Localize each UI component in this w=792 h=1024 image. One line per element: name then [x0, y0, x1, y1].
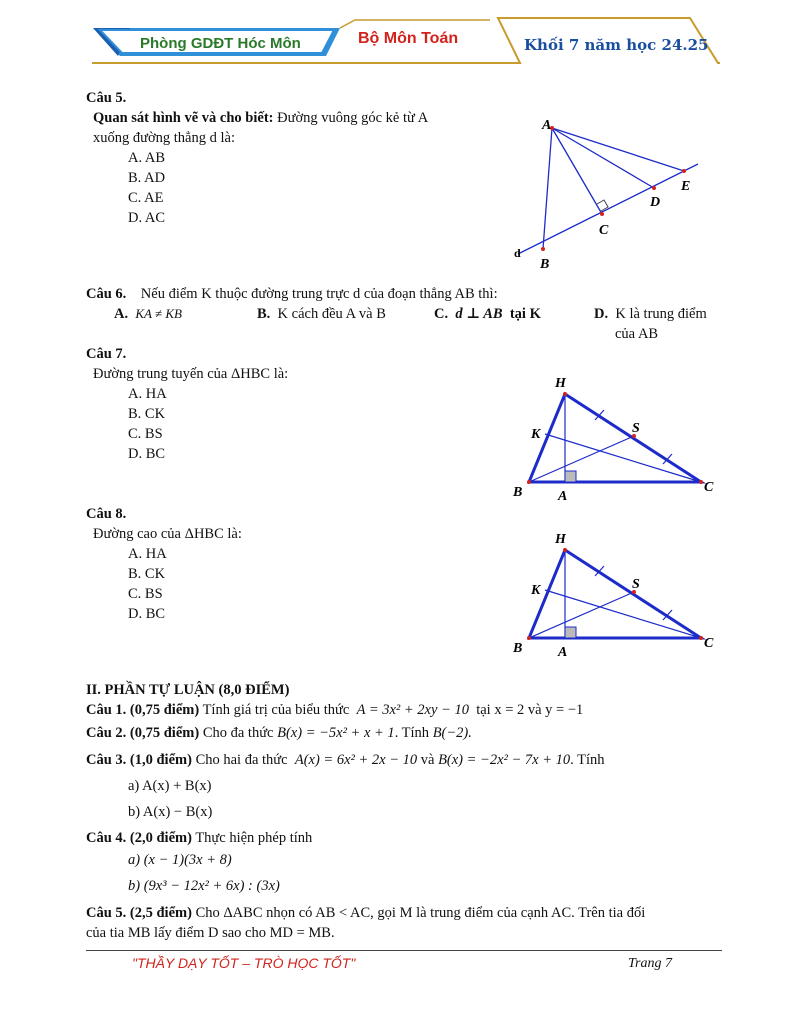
segment-ac	[552, 128, 602, 214]
q6-opt-a-math: KA ≠ KB	[135, 306, 182, 321]
q8-option-c: C. BS	[128, 586, 163, 602]
q6-option-c	[434, 304, 541, 324]
q6-prompt: Nếu điểm K thuộc đường trung trực d của đoạn thẳng AB thì:	[140, 286, 498, 302]
point-h	[563, 548, 567, 552]
q6-opt-b-text: K cách đều A và B	[277, 306, 386, 322]
label-h: H	[555, 532, 566, 547]
part2-heading: II. PHẦN TỰ LUẬN (8,0 ĐIỂM)	[86, 682, 290, 698]
c5-line2: của tia MB lấy điểm D sao cho MD = MB.	[86, 925, 335, 941]
q7-option-a: A. HA	[128, 386, 167, 402]
q5-option-a: A. AB	[128, 150, 166, 166]
c2-tail: . Tính	[394, 725, 430, 741]
q6-option-d-line2: của AB	[615, 326, 659, 342]
q6-opt-c-math: d ⊥ AB	[455, 306, 503, 322]
label-c: C	[599, 223, 609, 238]
point-h	[563, 392, 567, 396]
label-a: A	[558, 645, 568, 660]
q6-prompt-line	[86, 284, 498, 304]
c3-tail: . Tính	[570, 752, 605, 768]
c2-expr: B(x) = −5x² + x + 1	[277, 725, 395, 741]
part2-c4	[86, 828, 312, 848]
label-line-d: d	[514, 246, 521, 260]
c4-part-b: b) (9x³ − 12x² + 6x) : (3x)	[128, 878, 280, 894]
q6-opt-d-letter: D.	[594, 306, 609, 322]
q7-figure	[505, 372, 725, 506]
q5-prompt-line2: xuống đường thẳng d là:	[93, 130, 235, 146]
line-d	[518, 164, 698, 254]
q6-opt-d-line1: K là trung điểm	[615, 306, 707, 322]
c1-tail: tại x = 2 và y = −1	[476, 702, 584, 718]
label-d: D	[650, 195, 661, 210]
q7-option-b: B. CK	[128, 406, 166, 422]
c3-text: Cho hai đa thức	[195, 752, 288, 768]
c3-expr1: A(x) = 6x² + 2x − 10	[294, 752, 418, 768]
label-s: S	[632, 577, 640, 592]
q5-prompt	[93, 108, 428, 128]
part2-c3	[86, 750, 605, 770]
q8-title: Câu 8.	[86, 506, 127, 522]
q5-option-c: C. AE	[128, 190, 164, 206]
q8-option-a: A. HA	[128, 546, 167, 562]
label-k: K	[531, 427, 541, 442]
c2-text: Cho đa thức	[202, 725, 274, 741]
q8-option-b: B. CK	[128, 566, 166, 582]
c3-label: Câu 3. (1,0 điểm)	[86, 752, 192, 768]
q6-title: Câu 6.	[86, 286, 127, 302]
c3-expr2: B(x) = −2x² − 7x + 10	[438, 752, 571, 768]
point-c	[699, 480, 703, 484]
q5-figure	[500, 108, 720, 278]
c2-eval: B(−2).	[432, 725, 472, 741]
q7-option-c: C. BS	[128, 426, 163, 442]
c5-label: Câu 5. (2,5 điểm)	[86, 905, 192, 921]
c4-part-a: a) (x − 1)(3x + 8)	[128, 852, 232, 868]
footer-rule	[86, 950, 722, 951]
header-middle-title: Bộ Môn Toán	[358, 30, 459, 47]
right-angle-mark	[565, 627, 576, 638]
label-k: K	[531, 583, 541, 598]
part2-c1	[86, 700, 583, 720]
q6-option-b	[257, 304, 386, 324]
q5-option-b: B. AD	[128, 170, 166, 186]
q5-prompt-rest: Đường vuông góc kẻ từ A	[273, 110, 429, 126]
q7-option-d: D. BC	[128, 446, 166, 462]
point-c	[600, 212, 604, 216]
label-h: H	[555, 376, 566, 391]
point-b	[527, 480, 531, 484]
label-b: B	[540, 257, 550, 272]
point-d	[652, 186, 656, 190]
q7-prompt: Đường trung tuyến của ΔHBC là:	[93, 366, 289, 382]
label-s: S	[632, 421, 640, 436]
q6-opt-c-letter: C.	[434, 306, 449, 322]
c1-text: Tính giá trị của biểu thức	[202, 702, 350, 718]
point-e	[682, 169, 686, 173]
point-c	[699, 636, 703, 640]
q5-option-d: D. AC	[128, 210, 166, 226]
c3-and: và	[420, 752, 435, 768]
c4-label: Câu 4. (2,0 điểm)	[86, 830, 192, 846]
q5-title: Câu 5.	[86, 90, 127, 106]
triangle-hbc	[529, 394, 701, 482]
q5-prompt-bold: Quan sát hình vẽ và cho biết:	[93, 110, 274, 126]
header-right-title: Khối 7 năm học 24.25	[524, 36, 709, 54]
q8-figure	[505, 528, 725, 662]
c2-label: Câu 2. (0,75 điểm)	[86, 725, 200, 741]
footer-page-number: Trang 7	[628, 956, 672, 971]
c5-text: Cho ΔABC nhọn có AB < AC, gọi M là trung điểm của cạnh AC. Trên tia đối	[195, 905, 646, 921]
triangle-hbc	[529, 550, 701, 638]
part2-c2	[86, 723, 472, 743]
q6-option-a	[114, 304, 182, 324]
c3-part-a: a) A(x) + B(x)	[128, 778, 212, 794]
label-e: E	[681, 179, 691, 194]
part2-c5	[86, 903, 645, 923]
footer-motto: "THẦY DẠY TỐT – TRÒ HỌC TỐT"	[132, 955, 356, 971]
segment-ad	[552, 128, 654, 188]
label-a: A	[558, 489, 568, 504]
label-b: B	[513, 485, 523, 500]
q6-opt-c-text: tại K	[509, 306, 541, 322]
c3-part-b: b) A(x) − B(x)	[128, 804, 213, 820]
header-left-title: Phòng GDĐT Hóc Môn	[140, 35, 301, 52]
q6-opt-a-letter: A.	[114, 306, 129, 322]
q7-title: Câu 7.	[86, 346, 127, 362]
label-a: A	[542, 118, 552, 133]
segment-ab	[543, 128, 552, 249]
q6-option-d	[594, 304, 707, 324]
q8-option-d: D. BC	[128, 606, 166, 622]
label-c: C	[704, 480, 714, 495]
c4-text: Thực hiện phép tính	[195, 830, 313, 846]
segment-ae	[552, 128, 684, 171]
point-b	[527, 636, 531, 640]
label-c: C	[704, 636, 714, 651]
q6-opt-b-letter: B.	[257, 306, 271, 322]
header-banner	[0, 0, 792, 80]
right-angle-mark	[565, 471, 576, 482]
q8-prompt: Đường cao của ΔHBC là:	[93, 526, 242, 542]
c1-label: Câu 1. (0,75 điểm)	[86, 702, 200, 718]
point-b	[541, 247, 545, 251]
label-b: B	[513, 641, 523, 656]
c1-expr: A = 3x² + 2xy − 10	[356, 702, 469, 718]
